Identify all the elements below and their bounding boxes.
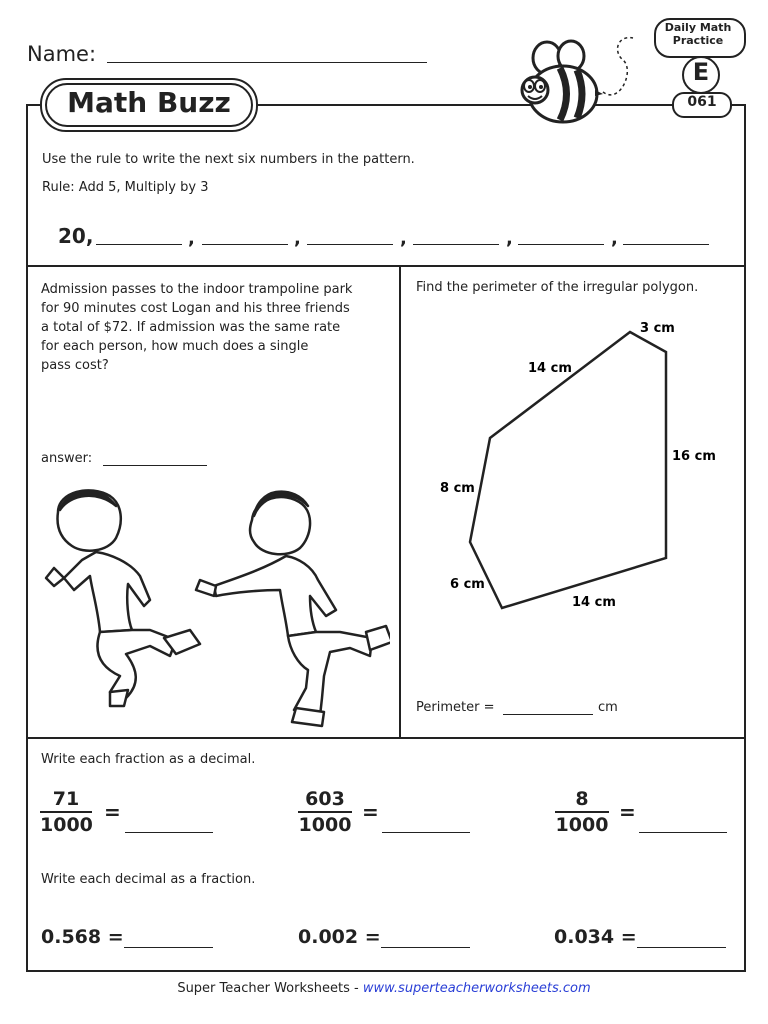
denominator: 1000 bbox=[40, 814, 93, 836]
fraction-item bbox=[298, 788, 352, 836]
fraction-bar bbox=[40, 811, 92, 813]
pattern-start: 20, bbox=[58, 224, 94, 248]
admission-question bbox=[41, 280, 352, 375]
pattern-rule: Rule: Add 5, Multiply by 3 bbox=[42, 180, 209, 195]
numerator: 71 bbox=[52, 788, 80, 810]
decimal-answer-line[interactable] bbox=[639, 832, 727, 833]
fraction-answer-line[interactable] bbox=[381, 947, 470, 948]
answer-input-line[interactable] bbox=[103, 465, 207, 466]
bee-illustration bbox=[505, 30, 655, 130]
comma: , bbox=[294, 228, 301, 249]
perimeter-input-line[interactable] bbox=[503, 714, 593, 715]
comma: , bbox=[188, 228, 195, 249]
question-line: pass cost? bbox=[41, 358, 109, 373]
fractions-instruction: Write each fraction as a decimal. bbox=[41, 752, 256, 767]
equals-sign: = bbox=[619, 800, 636, 824]
pattern-blank[interactable] bbox=[307, 244, 393, 245]
badge-top-text: Daily Math Practice bbox=[664, 21, 732, 47]
page-title: Math Buzz bbox=[67, 86, 231, 119]
decimal-item: 0.034 = bbox=[554, 926, 637, 948]
decimal-answer-line[interactable] bbox=[125, 832, 213, 833]
decimal-item: 0.568 = bbox=[41, 926, 124, 948]
footer bbox=[0, 981, 768, 996]
side-label: 3 cm bbox=[640, 321, 675, 336]
kids-running-illustration bbox=[40, 480, 390, 735]
numerator: 603 bbox=[305, 788, 345, 810]
irregular-polygon bbox=[400, 300, 742, 630]
equals-sign: = bbox=[362, 800, 379, 824]
badge-number: 061 bbox=[687, 94, 717, 110]
section-divider bbox=[26, 265, 744, 267]
badge-letter: E bbox=[692, 58, 710, 86]
question-line: for each person, how much does a single bbox=[41, 339, 309, 354]
answer-label: answer: bbox=[41, 451, 93, 466]
pattern-instruction: Use the rule to write the next six numbers in the pattern. bbox=[42, 152, 415, 167]
fraction-item bbox=[40, 788, 92, 836]
decimal-answer-line[interactable] bbox=[382, 832, 470, 833]
question-line: Admission passes to the indoor trampoline park bbox=[41, 282, 353, 297]
pattern-blank[interactable] bbox=[623, 244, 709, 245]
perimeter-label: Perimeter = bbox=[416, 700, 495, 715]
pattern-blank[interactable] bbox=[518, 244, 604, 245]
side-label: 14 cm bbox=[528, 361, 572, 376]
pattern-blank[interactable] bbox=[202, 244, 288, 245]
comma: , bbox=[611, 228, 618, 249]
fraction-answer-line[interactable] bbox=[124, 947, 213, 948]
question-line: a total of $72. If admission was the same rate bbox=[41, 320, 341, 335]
fraction-answer-line[interactable] bbox=[637, 947, 726, 948]
side-label: 14 cm bbox=[572, 595, 616, 610]
decimal-item: 0.002 = bbox=[298, 926, 381, 948]
numerator: 8 bbox=[575, 788, 589, 810]
fraction-bar bbox=[298, 811, 352, 813]
section-divider bbox=[26, 737, 744, 739]
name-label: Name: bbox=[27, 42, 97, 66]
comma: , bbox=[506, 228, 513, 249]
equals-sign: = bbox=[104, 800, 121, 824]
denominator: 1000 bbox=[298, 814, 352, 836]
fraction-bar bbox=[555, 811, 609, 813]
fraction-item bbox=[555, 788, 609, 836]
perimeter-instruction: Find the perimeter of the irregular polygon. bbox=[416, 280, 699, 295]
question-line: for 90 minutes cost Logan and his three friends bbox=[41, 301, 350, 316]
comma: , bbox=[400, 228, 407, 249]
footer-link[interactable]: www.superteacherworksheets.com bbox=[362, 981, 591, 996]
decimals-instruction: Write each decimal as a fraction. bbox=[41, 872, 256, 887]
perimeter-unit: cm bbox=[598, 700, 618, 715]
footer-text: Super Teacher Worksheets - bbox=[177, 981, 363, 996]
side-label: 16 cm bbox=[672, 449, 716, 464]
denominator: 1000 bbox=[555, 814, 609, 836]
pattern-blank[interactable] bbox=[413, 244, 499, 245]
pattern-blank[interactable] bbox=[96, 244, 182, 245]
name-input-line[interactable] bbox=[107, 62, 427, 63]
side-label: 6 cm bbox=[450, 577, 485, 592]
side-label: 8 cm bbox=[440, 481, 475, 496]
